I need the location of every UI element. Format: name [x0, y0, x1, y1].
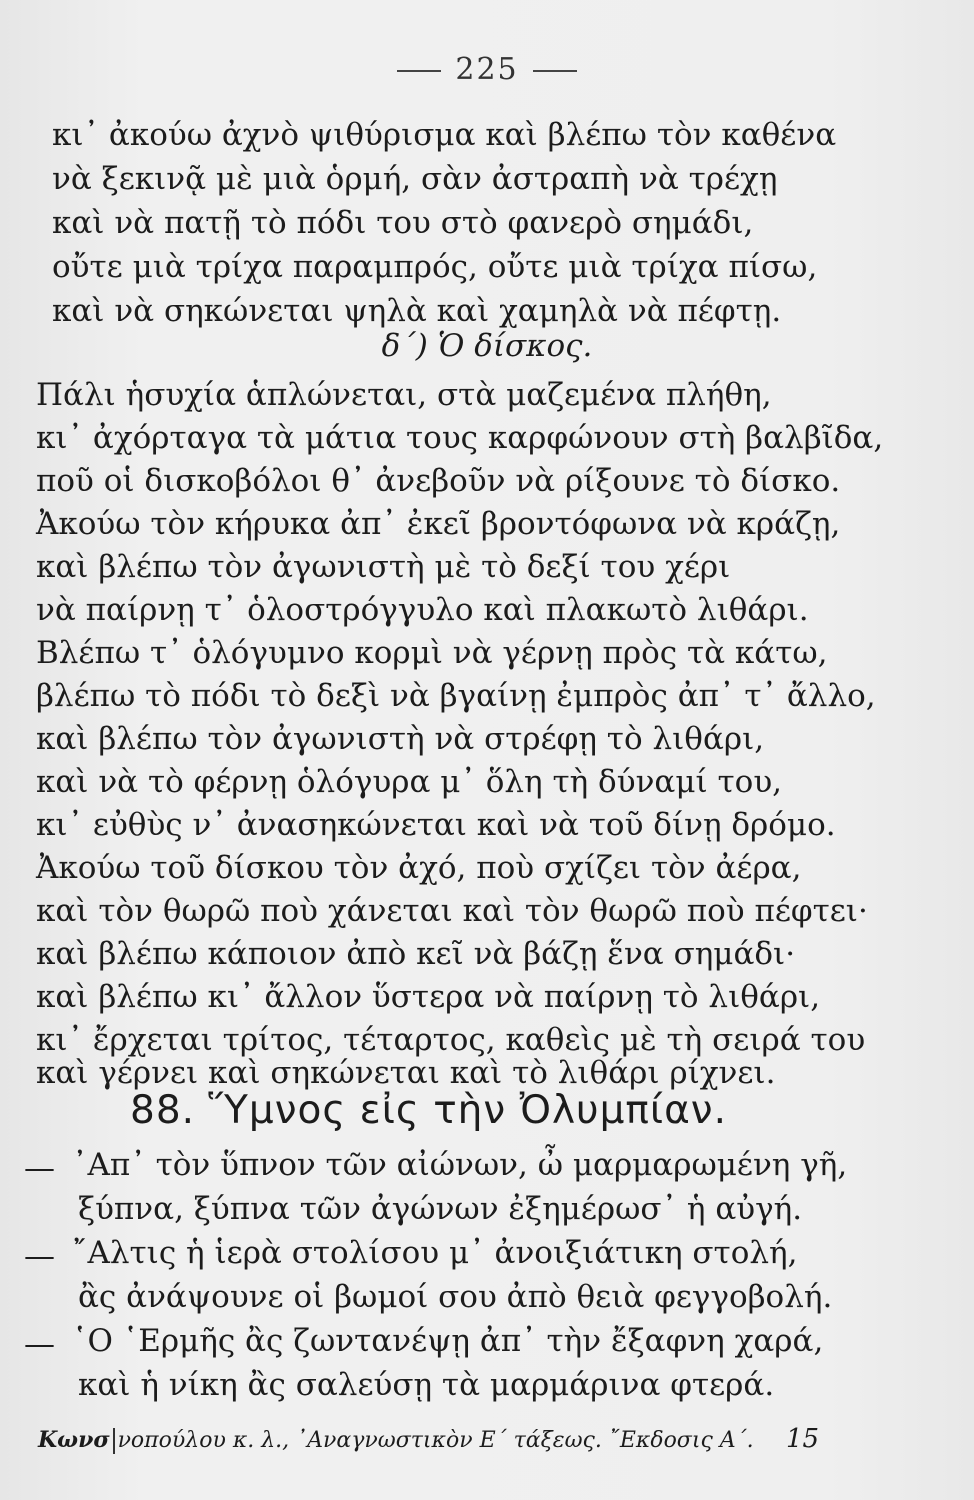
- poem-line: κι᾽ ἀχόρταγα τὰ μάτια τους καρφώνουν στὴ βαλβῖδα,: [36, 420, 884, 456]
- poem-line: κι᾽ ἀκούω ἀχνὸ ψιθύρισμα καὶ βλέπω τὸν καθένα: [52, 117, 837, 153]
- poem-line: καὶ νὰ τὸ φέρνῃ ὁλόγυρα μ᾽ ὅλη τὴ δύναμί του,: [36, 764, 783, 800]
- poem-line: καὶ ἡ νίκη ἂς σαλεύσῃ τὰ μαρμάρινα φτερά.: [78, 1367, 775, 1403]
- poem-line: καὶ βλέπω κάποιον ἀπὸ κεῖ νὰ βάζῃ ἕνα σημάδι·: [36, 936, 796, 972]
- poem-line: καὶ νὰ σηκώνεται ψηλὰ καὶ χαμηλὰ νὰ πέφτῃ.: [52, 293, 782, 329]
- poem-line: νὰ παίρνῃ τ᾽ ὁλοστρόγγυλο καὶ πλακωτὸ λιθάρι.: [36, 592, 809, 628]
- page-number-dash-right: [533, 70, 577, 72]
- publisher-footer: [38, 1427, 754, 1454]
- section-subheading: δ´) Ὁ δίσκος.: [381, 328, 593, 364]
- poem-line: Πάλι ἡσυχία ἁπλώνεται, στὰ μαζεμένα πλήθη,: [36, 377, 772, 413]
- stanza-dash: —: [24, 1326, 55, 1362]
- poem-line: οὔτε μιὰ τρίχα παραμπρός, οὔτε μιὰ τρίχα πίσω,: [52, 249, 818, 285]
- poem-line: Ἀκούω τὸν κήρυκα ἀπ᾽ ἐκεῖ βροντόφωνα νὰ κράζῃ,: [36, 506, 841, 542]
- sheet-number: 15: [786, 1424, 820, 1454]
- poem-line: καὶ βλέπω τὸν ἀγωνιστὴ μὲ τὸ δεξί του χέρι: [36, 549, 731, 585]
- poem-line: καὶ βλέπω κι᾽ ἄλλον ὕστερα νὰ παίρνῃ τὸ λιθάρι,: [36, 979, 821, 1015]
- poem-heading: 88. Ὕμνος εἰς τὴν Ὀλυμπίαν.: [130, 1088, 727, 1133]
- poem-line: κι᾽ ἔρχεται τρίτος, τέταρτος, καθεὶς μὲ τὴ σειρά του: [36, 1022, 866, 1058]
- poem-line: ἂς ἀνάψουνε οἱ βωμοί σου ἀπὸ θειὰ φεγγοβολή.: [78, 1279, 833, 1315]
- footer-author-fragment: Κωνσ: [38, 1427, 110, 1453]
- poem-line: καὶ τὸν θωρῶ ποὺ χάνεται καὶ τὸν θωρῶ ποὺ πέφτει·: [36, 893, 868, 929]
- footer-publication-info: νοπούλου κ. λ., ᾽Αναγνωστικὸν Ε´ τάξεως. ῎Εκδοσις Α´.: [117, 1428, 754, 1453]
- poem-line: καὶ νὰ πατῇ τὸ πόδι του στὸ φανερὸ σημάδι,: [52, 205, 754, 241]
- footer-divider: [113, 1428, 115, 1454]
- page-number: [0, 52, 974, 87]
- poem-line: νὰ ξεκινᾷ μὲ μιὰ ὁρμή, σὰν ἀστραπὴ νὰ τρέχῃ: [52, 161, 778, 197]
- poem-line: ξύπνα, ξύπνα τῶν ἀγώνων ἐξημέρωσ᾽ ἡ αὐγή.: [78, 1191, 803, 1227]
- page-number-text: 225: [455, 52, 519, 87]
- stanza-dash: —: [24, 1150, 55, 1186]
- poem-line: ᾽Απ᾽ τὸν ὕπνον τῶν αἰώνων, ὦ μαρμαρωμένη γῆ,: [72, 1147, 848, 1183]
- page-number-dash-left: [397, 70, 441, 72]
- poem-line: ποῦ οἱ δισκοβόλοι θ᾽ ἀνεβοῦν νὰ ρίξουνε τὸ δίσκο.: [36, 463, 841, 499]
- poem-line: βλέπω τὸ πόδι τὸ δεξὶ νὰ βγαίνῃ ἐμπρὸς ἀπ᾽ τ᾽ ἄλλο,: [36, 678, 876, 714]
- poem-line: καὶ γέρνει καὶ σηκώνεται καὶ τὸ λιθάρι ρίχνει.: [36, 1055, 776, 1091]
- poem-line: καὶ βλέπω τὸν ἀγωνιστὴ νὰ στρέφῃ τὸ λιθάρι,: [36, 721, 765, 757]
- poem-line: κι᾽ εὐθὺς ν᾽ ἀνασηκώνεται καὶ νὰ τοῦ δίνῃ δρόμο.: [36, 807, 836, 843]
- poem-line: Βλέπω τ᾽ ὁλόγυμνο κορμὶ νὰ γέρνῃ πρὸς τὰ κάτω,: [36, 635, 828, 671]
- poem-line: ῾Ο ῾Ερμῆς ἂς ζωντανέψῃ ἀπ᾽ τὴν ἔξαφνη χαρά,: [72, 1323, 824, 1359]
- poem-line: Ἀκούω τοῦ δίσκου τὸν ἀχό, ποὺ σχίζει τὸν ἀέρα,: [36, 850, 802, 886]
- poem-line: ῎Αλτις ἡ ἱερὰ στολίσου μ᾽ ἀνοιξιάτικη στολή,: [72, 1235, 798, 1271]
- stanza-dash: —: [24, 1238, 55, 1274]
